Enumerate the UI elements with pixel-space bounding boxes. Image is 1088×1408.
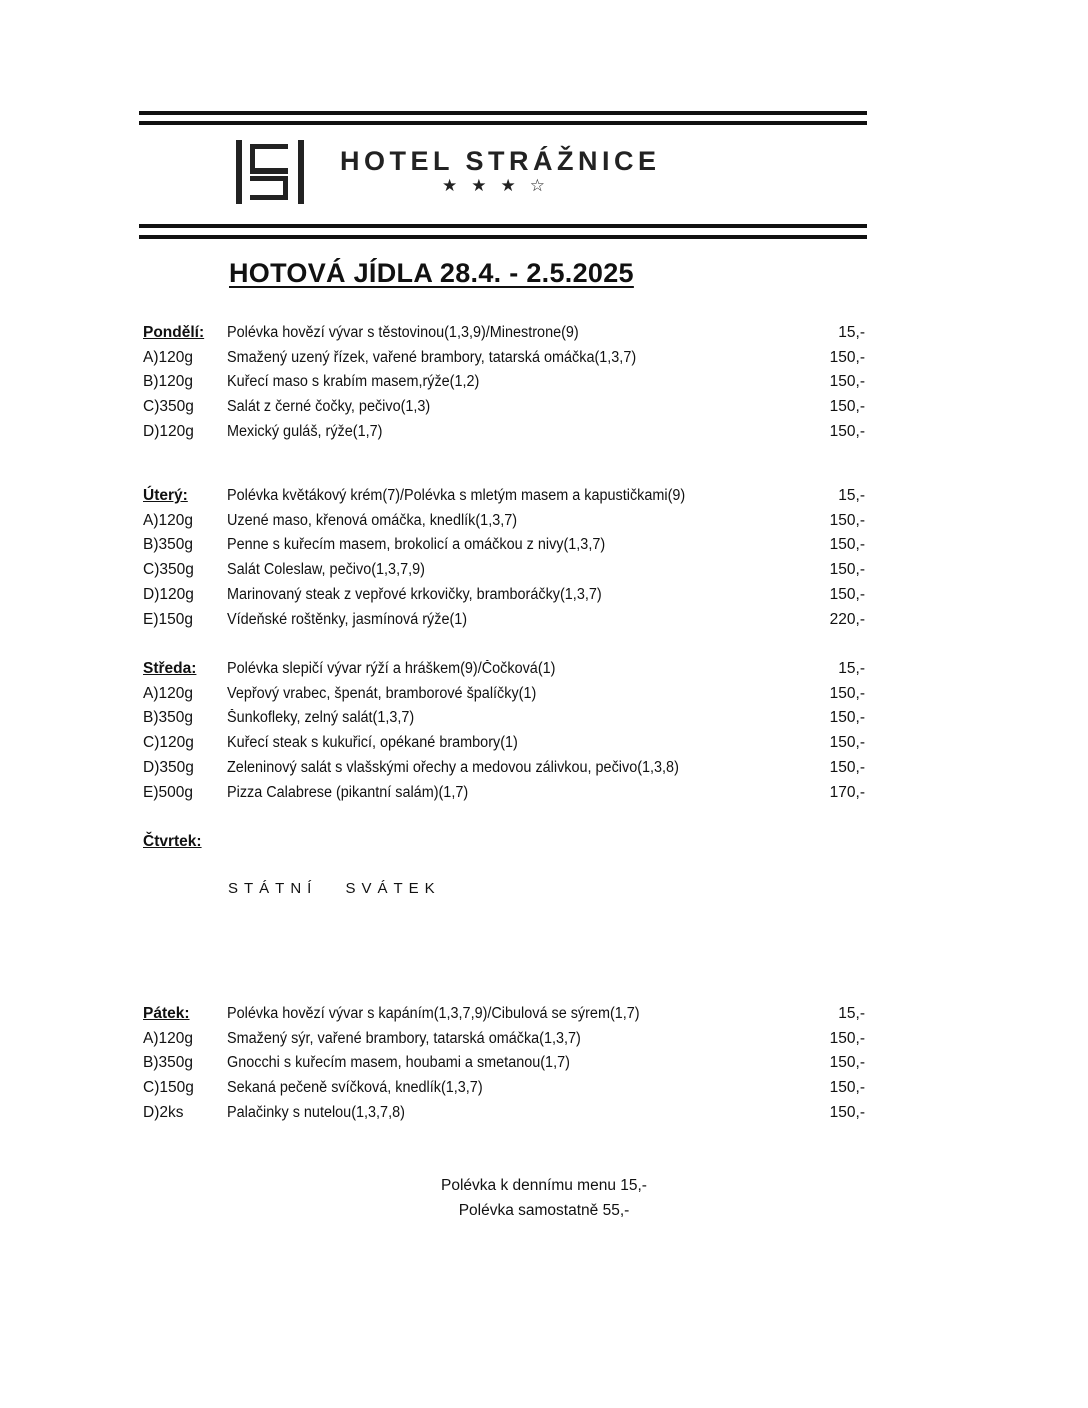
menu-item	[143, 509, 865, 533]
item-portion: A)120g	[143, 684, 193, 702]
item-portion: E)150g	[143, 610, 193, 628]
item-name: Mexický guláš, rýže(1,7)	[227, 422, 383, 440]
item-name: Šunkofleky, zelný salát(1,3,7)	[227, 709, 415, 727]
top-rule-2	[139, 121, 867, 125]
soup-name: Polévka hovězí vývar s kapáním(1,3,7,9)/Cibulová se sýrem(1,7)	[227, 1005, 640, 1022]
item-price: 150,-	[829, 422, 865, 440]
item-portion: C)150g	[143, 1079, 194, 1097]
item-portion: E)500g	[143, 783, 193, 801]
item-price: 150,-	[829, 585, 865, 603]
item-name: Smažený sýr, vařené brambory, tatarská omáčka(1,3,7)	[227, 1029, 581, 1047]
menu-item	[143, 1027, 865, 1051]
item-name: Gnocchi s kuřecím masem, houbami a smetanou(1,7)	[227, 1054, 570, 1072]
menu-item	[143, 583, 865, 607]
item-name: Kuřecí steak s kukuřicí, opékané brambory(1)	[227, 734, 518, 752]
menu-item	[143, 1101, 865, 1125]
item-price: 150,-	[829, 511, 865, 529]
item-name: Zeleninový salát s vlašskými ořechy a medovou zálivkou, pečivo(1,3,8)	[227, 758, 679, 776]
item-portion: A)120g	[143, 1029, 193, 1047]
item-portion: B)350g	[143, 536, 193, 554]
menu-item	[143, 731, 865, 755]
item-name: Smažený uzený řízek, vařené brambory, tatarská omáčka(1,3,7)	[227, 348, 637, 366]
soup-price: 15,-	[838, 324, 865, 341]
soup-price: 15,-	[838, 487, 865, 504]
star-rating: ★★★☆	[442, 176, 559, 195]
item-price: 150,-	[829, 684, 865, 702]
top-rule-1	[139, 111, 867, 115]
menu-item	[143, 1076, 865, 1100]
menu-item	[143, 420, 865, 444]
footer-soup-with-menu: Polévka k dennímu menu 15,-	[441, 1177, 647, 1194]
item-price: 150,-	[829, 758, 865, 776]
item-price: 150,-	[829, 398, 865, 416]
day-row	[143, 321, 865, 345]
hotel-name: HOTEL STRÁŽNICE	[340, 146, 661, 176]
menu-item	[143, 1051, 865, 1075]
item-price: 150,-	[829, 1079, 865, 1097]
day-row	[143, 484, 865, 508]
menu-item	[143, 608, 865, 632]
soup-name: Polévka hovězí vývar s těstovinou(1,3,9)/Minestrone(9)	[227, 324, 579, 341]
item-name: Penne s kuřecím masem, brokolicí a omáčkou z nivy(1,3,7)	[227, 536, 606, 554]
soup-price: 15,-	[838, 1005, 865, 1022]
bottom-rule-1	[139, 224, 867, 228]
item-name: Salát z černé čočky, pečivo(1,3)	[227, 398, 431, 416]
item-name: Pizza Calabrese (pikantní salám)(1,7)	[227, 783, 469, 801]
item-price: 150,-	[829, 536, 865, 554]
day-label: Pátek:	[143, 1005, 190, 1022]
item-portion: D)350g	[143, 758, 194, 776]
item-price: 150,-	[829, 1029, 865, 1047]
item-portion: A)120g	[143, 348, 193, 366]
menu-item	[143, 558, 865, 582]
day-label: Středa:	[143, 660, 197, 677]
day-label: Úterý:	[143, 487, 188, 504]
menu-item	[143, 533, 865, 557]
item-portion: D)120g	[143, 422, 194, 440]
menu-item	[143, 370, 865, 394]
menu-item	[143, 781, 865, 805]
day-label: Čtvrtek:	[143, 833, 202, 850]
day-row	[143, 1002, 865, 1026]
soup-name: Polévka květákový krém(7)/Polévka s mletým masem a kapustičkami(9)	[227, 487, 686, 504]
item-portion: C)350g	[143, 398, 194, 416]
menu-item	[143, 682, 865, 706]
day-row	[143, 657, 865, 681]
menu-item	[143, 756, 865, 780]
footer-soup-standalone: Polévka samostatně 55,-	[458, 1202, 630, 1219]
item-name: Sekaná pečeně svíčková, knedlík(1,3,7)	[227, 1079, 483, 1097]
menu-item	[143, 395, 865, 419]
item-price: 150,-	[829, 1054, 865, 1072]
menu-item	[143, 706, 865, 730]
item-price: 150,-	[829, 1103, 865, 1121]
item-price: 150,-	[829, 348, 865, 366]
page-title: HOTOVÁ JÍDLA 28.4. - 2.5.2025	[229, 258, 634, 288]
holiday-notice: STÁTNÍ SVÁTEK	[228, 880, 441, 897]
day-row	[143, 830, 865, 854]
item-price: 150,-	[829, 373, 865, 391]
bottom-rule-2	[139, 235, 867, 239]
menu-item	[143, 346, 865, 370]
item-name: Palačinky s nutelou(1,3,7,8)	[227, 1103, 405, 1121]
item-price: 170,-	[829, 783, 865, 801]
item-portion: C)350g	[143, 561, 194, 579]
item-portion: B)350g	[143, 709, 193, 727]
item-price: 150,-	[829, 709, 865, 727]
item-portion: B)350g	[143, 1054, 193, 1072]
item-name: Marinovaný steak z vepřové krkovičky, bramboráčky(1,3,7)	[227, 585, 602, 603]
item-name: Salát Coleslaw, pečivo(1,3,7,9)	[227, 561, 425, 579]
item-price: 150,-	[829, 561, 865, 579]
item-name: Kuřecí maso s krabím masem,rýže(1,2)	[227, 373, 480, 391]
item-portion: C)120g	[143, 734, 194, 752]
item-name: Vídeňské roštěnky, jasmínová rýže(1)	[227, 610, 468, 628]
item-portion: D)2ks	[143, 1103, 184, 1121]
item-portion: A)120g	[143, 511, 193, 529]
item-price: 220,-	[829, 610, 865, 628]
item-portion: B)120g	[143, 373, 193, 391]
soup-name: Polévka slepičí vývar rýží a hráškem(9)/Čočková(1)	[227, 660, 556, 677]
item-portion: D)120g	[143, 585, 194, 603]
hotel-logo-icon	[236, 140, 304, 204]
item-name: Uzené maso, křenová omáčka, knedlík(1,3,7)	[227, 511, 518, 529]
soup-price: 15,-	[838, 660, 865, 677]
day-label: Pondělí:	[143, 324, 205, 341]
item-name: Vepřový vrabec, špenát, bramborové špalíčky(1)	[227, 684, 537, 702]
item-price: 150,-	[829, 734, 865, 752]
